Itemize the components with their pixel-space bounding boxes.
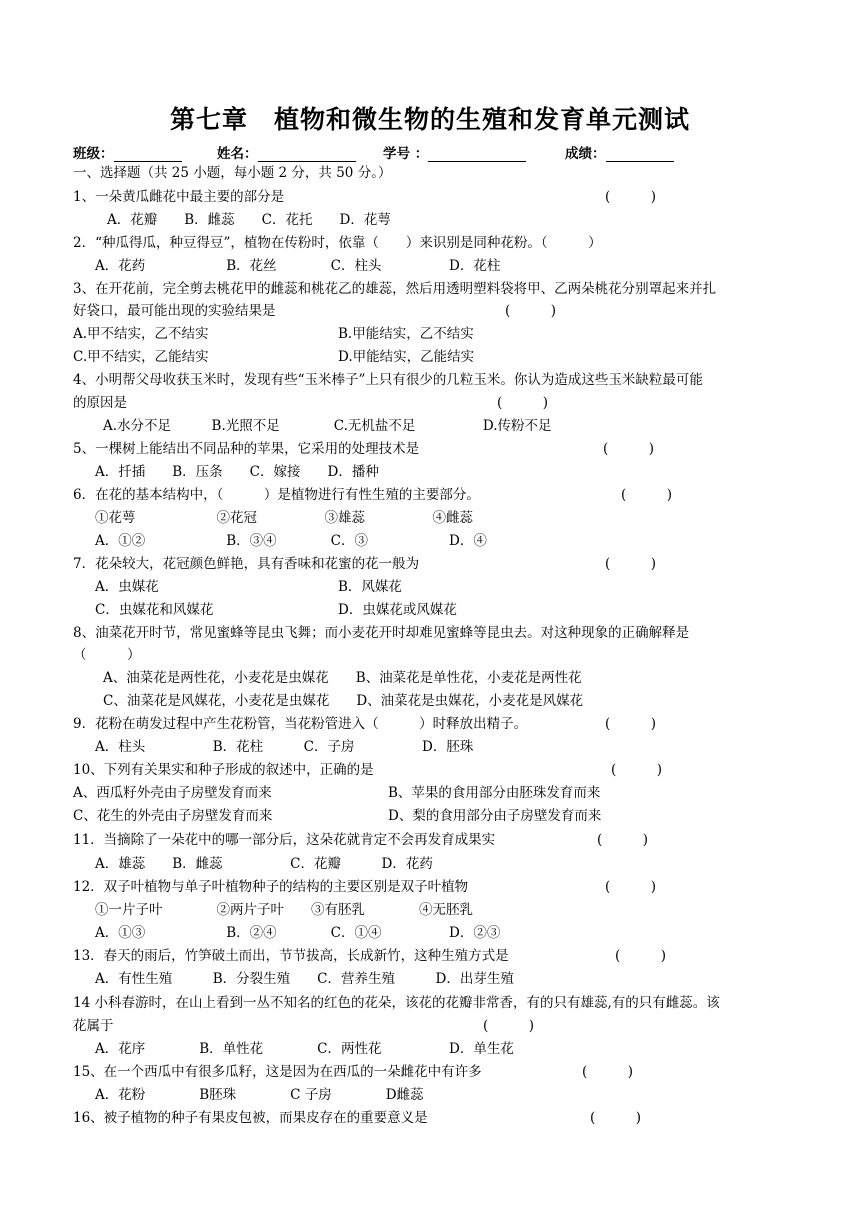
question-2: 2．“种瓜得瓜，种豆得豆”，植物在传粉时，依靠（ ）来识别是同种花粉。（ ） bbox=[73, 235, 602, 251]
answer-paren-12: ( ) bbox=[605, 879, 657, 895]
answer-paren-15: ( ) bbox=[582, 1064, 634, 1080]
option-10c: C、花生的外壳由子房壁发育而来 bbox=[73, 808, 273, 824]
options-11: A．雄蕊 B．雌蕊 C．花瓣 D．花药 bbox=[95, 856, 433, 872]
option-7a: A．虫媒花 bbox=[95, 579, 159, 595]
class-blank bbox=[114, 147, 182, 162]
option-3c: C.甲不结实，乙能结实 bbox=[73, 349, 209, 365]
answer-paren-5: ( ) bbox=[603, 441, 655, 457]
option-10a: A、西瓜籽外壳由子房壁发育而来 bbox=[73, 785, 272, 801]
option-10b: B、苹果的食用部分由胚珠发育而来 bbox=[388, 785, 601, 801]
question-10: 10、下列有关果实和种子形成的叙述中，正确的是 bbox=[73, 762, 374, 778]
options-6: A．①② B．③④ C．③ D．④ bbox=[95, 533, 487, 549]
options-15: A．花粉 B胚珠 C 子房 D雌蕊 bbox=[95, 1087, 424, 1103]
question-14: 14 小科春游时，在山上看到一丛不知名的红色的花朵，该花的花瓣非常香，有的只有雄蕊,有的只有雌蕊。该 bbox=[73, 995, 720, 1011]
answer-paren-1: ( ) bbox=[605, 189, 657, 205]
name-label: 姓名： bbox=[217, 146, 258, 162]
option-7c: C．虫媒花和风媒花 bbox=[95, 602, 214, 618]
options-13: A．有性生殖 B．分裂生殖 C．营养生殖 D．出芽生殖 bbox=[95, 971, 514, 987]
options-5: A．扦插 B．压条 C．嫁接 D．播种 bbox=[95, 464, 379, 480]
option-7b: B．风媒花 bbox=[338, 579, 402, 595]
id-blank bbox=[428, 147, 526, 162]
score-label: 成绩： bbox=[565, 146, 606, 162]
answer-paren-4: ( ) bbox=[497, 395, 549, 411]
name-blank bbox=[258, 147, 356, 162]
question-1: 1、一朵黄瓜雌花中最主要的部分是 bbox=[73, 189, 285, 205]
question-5: 5、一棵树上能结出不同品种的苹果，它采用的处理技术是 bbox=[73, 441, 420, 457]
options-8ab: A、油菜花是两性花，小麦花是虫媒花 B、油菜花是单性花，小麦花是两性花 bbox=[103, 670, 582, 686]
options-1: A．花瓣 B．雌蕊 C．花托 D．花萼 bbox=[107, 212, 391, 228]
option-3b: B.甲能结实，乙不结实 bbox=[338, 326, 474, 342]
options-9: A．柱头 B．花柱 C．子房 D．胚珠 bbox=[95, 739, 474, 755]
answer-paren-14: ( ) bbox=[483, 1018, 535, 1034]
option-3d: D.甲能结实，乙能结实 bbox=[338, 349, 475, 365]
answer-paren-10: ( ) bbox=[611, 762, 663, 778]
options-8cd: C、油菜花是风媒花，小麦花是虫媒花 D、油菜花是虫媒花，小麦花是风媒花 bbox=[103, 693, 584, 709]
items-6: ①花萼 ②花冠 ③雄蕊 ④雌蕊 bbox=[95, 510, 473, 526]
options-4: A.水分不足 B.光照不足 C.无机盐不足 D.传粉不足 bbox=[103, 418, 552, 434]
answer-paren-7: ( ) bbox=[605, 556, 657, 572]
question-3: 3、在开花前，完全剪去桃花甲的雌蕊和桃花乙的雄蕊，然后用透明塑料袋将甲、乙两朵桃花分别罩起来并扎 bbox=[73, 281, 717, 297]
options-2: A．花药 B．花丝 C．柱头 D．花柱 bbox=[95, 258, 501, 274]
section-heading: 一、选择题（共 25 小题，每小题 2 分，共 50 分。） bbox=[73, 165, 392, 181]
question-9: 9．花粉在萌发过程中产生花粉管，当花粉管进入（ ）时释放出精子。 bbox=[73, 716, 528, 732]
question-4: 4、小明帮父母收获玉米时，发现有些“玉米棒子”上只有很少的几粒玉米。你认为造成这些玉米缺粒最可能 bbox=[73, 372, 703, 388]
items-12: ①一片子叶 ②两片子叶 ③有胚乳 ④无胚乳 bbox=[95, 902, 473, 918]
answer-paren-9: ( ) bbox=[605, 716, 657, 732]
question-16: 16、被子植物的种子有果皮包被，而果皮存在的重要意义是 bbox=[73, 1110, 428, 1126]
class-label: 班级： bbox=[73, 146, 114, 162]
score-blank bbox=[606, 147, 674, 162]
question-6: 6．在花的基本结构中，（ ）是植物进行有性生殖的主要部分。 bbox=[73, 487, 480, 503]
option-10d: D、梨的食用部分由子房壁发育而来 bbox=[388, 808, 602, 824]
option-7d: D．虫媒花或风媒花 bbox=[338, 602, 457, 618]
id-label: 学号 ： bbox=[383, 146, 429, 162]
answer-paren-8: （ ） bbox=[73, 647, 141, 663]
answer-paren-11: ( ) bbox=[597, 832, 649, 848]
question-4-cont: 的原因是 bbox=[73, 395, 127, 411]
question-7: 7．花朵较大，花冠颜色鲜艳，具有香味和花蜜的花一般为 bbox=[73, 556, 420, 572]
answer-paren-16: ( ) bbox=[590, 1110, 642, 1126]
question-15: 15、在一个西瓜中有很多瓜籽，这是因为在西瓜的一朵雌花中有许多 bbox=[73, 1064, 482, 1080]
options-12: A．①③ B．②④ C．①④ D．②③ bbox=[95, 925, 501, 941]
question-8: 8、油菜花开时节，常见蜜蜂等昆虫飞舞；而小麦花开时却难见蜜蜂等昆虫去。对这种现象的正确解释是 bbox=[73, 625, 690, 641]
question-13: 13．春天的雨后，竹笋破土而出，节节拔高，长成新竹，这种生殖方式是 bbox=[73, 948, 509, 964]
question-3-cont: 好袋口，最可能出现的实验结果是 bbox=[73, 303, 276, 319]
question-12: 12．双子叶植物与单子叶植物种子的结构的主要区别是双子叶植物 bbox=[73, 879, 469, 895]
answer-paren-3: ( ) bbox=[505, 303, 557, 319]
page-title: 第七章 植物和微生物的生殖和发育单元测试 bbox=[169, 105, 690, 134]
answer-paren-6: ( ) bbox=[621, 487, 673, 503]
option-3a: A.甲不结实，乙不结实 bbox=[73, 326, 209, 342]
question-11: 11．当摘除了一朵花中的哪一部分后，这朵花就肯定不会再发育成果实 bbox=[73, 832, 496, 848]
question-14-cont: 花属于 bbox=[73, 1018, 114, 1034]
options-14: A．花序 B．单性花 C．两性花 D．单生花 bbox=[95, 1041, 514, 1057]
answer-paren-13: ( ) bbox=[615, 948, 667, 964]
